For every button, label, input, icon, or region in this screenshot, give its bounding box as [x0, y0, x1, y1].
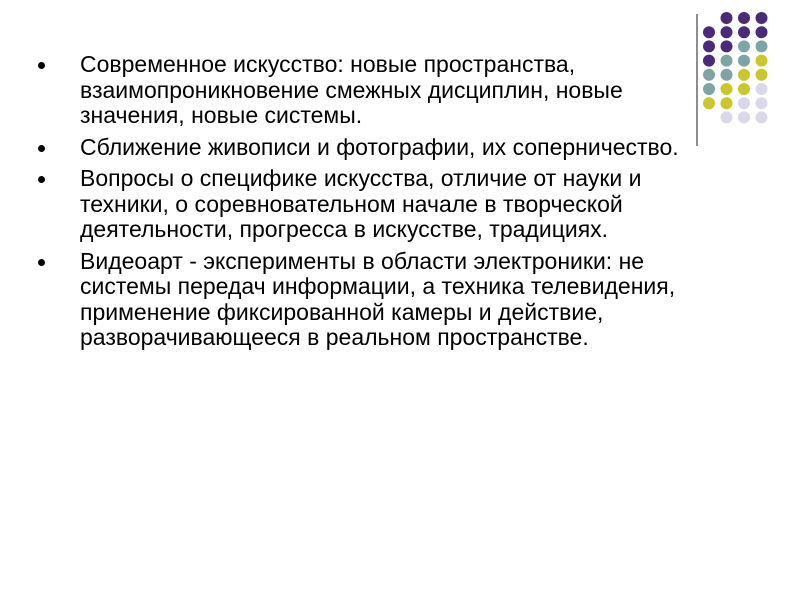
bullet-icon	[38, 62, 45, 69]
bullet-item	[38, 52, 698, 129]
decorative-dot-grid	[698, 8, 788, 128]
decorative-dot	[756, 40, 768, 52]
decorative-dot	[738, 40, 750, 52]
decorative-dot	[738, 12, 750, 24]
decorative-dot	[703, 26, 715, 38]
decorative-dot	[738, 97, 750, 109]
decorative-dot	[721, 26, 733, 38]
decorative-dot	[738, 83, 750, 95]
decorative-dot	[703, 69, 715, 81]
decorative-dot	[756, 111, 768, 123]
decorative-dot	[738, 26, 750, 38]
decorative-dot	[703, 40, 715, 52]
decorative-dot	[721, 69, 733, 81]
decorative-dot	[738, 55, 750, 67]
bullet-text: Видеоарт - эксперименты в области электроники: не системы передач информации, а техника телевидения, применение фиксированной камеры и действие, разворачивающееся в реальном пространстве.	[80, 247, 676, 350]
bullet-text: Сближение живописи и фотографии, их соперничество.	[80, 133, 679, 160]
bullet-list	[38, 52, 698, 357]
bullet-item	[38, 166, 698, 243]
bullet-icon	[38, 145, 45, 152]
decorative-dot	[756, 12, 768, 24]
decorative-dot	[721, 55, 733, 67]
bullet-text: Современное искусство: новые пространства, взаимопроникновение смежных дисциплин, новые значения, новые системы.	[80, 51, 623, 128]
decorative-dot	[738, 69, 750, 81]
decorative-dot	[721, 83, 733, 95]
bullet-icon	[38, 259, 45, 266]
decorative-dot	[703, 83, 715, 95]
decorative-dot	[721, 111, 733, 123]
decorative-dot	[738, 111, 750, 123]
decorative-dot	[756, 97, 768, 109]
decorative-dot	[703, 55, 715, 67]
bullet-text: Вопросы о специфике искусства, отличие от науки и техники, о соревновательном начале в творческой деятельности, прогресса в искусстве, традициях.	[80, 165, 642, 242]
bullet-icon	[38, 176, 45, 183]
decorative-dot	[756, 55, 768, 67]
bullet-item	[38, 135, 698, 161]
decorative-dot	[756, 83, 768, 95]
decorative-dot	[703, 97, 715, 109]
decorative-dot	[721, 40, 733, 52]
decorative-dot	[721, 12, 733, 24]
decorative-dot	[721, 97, 733, 109]
decorative-dot	[756, 26, 768, 38]
bullet-item	[38, 249, 698, 351]
decorative-dot	[756, 69, 768, 81]
